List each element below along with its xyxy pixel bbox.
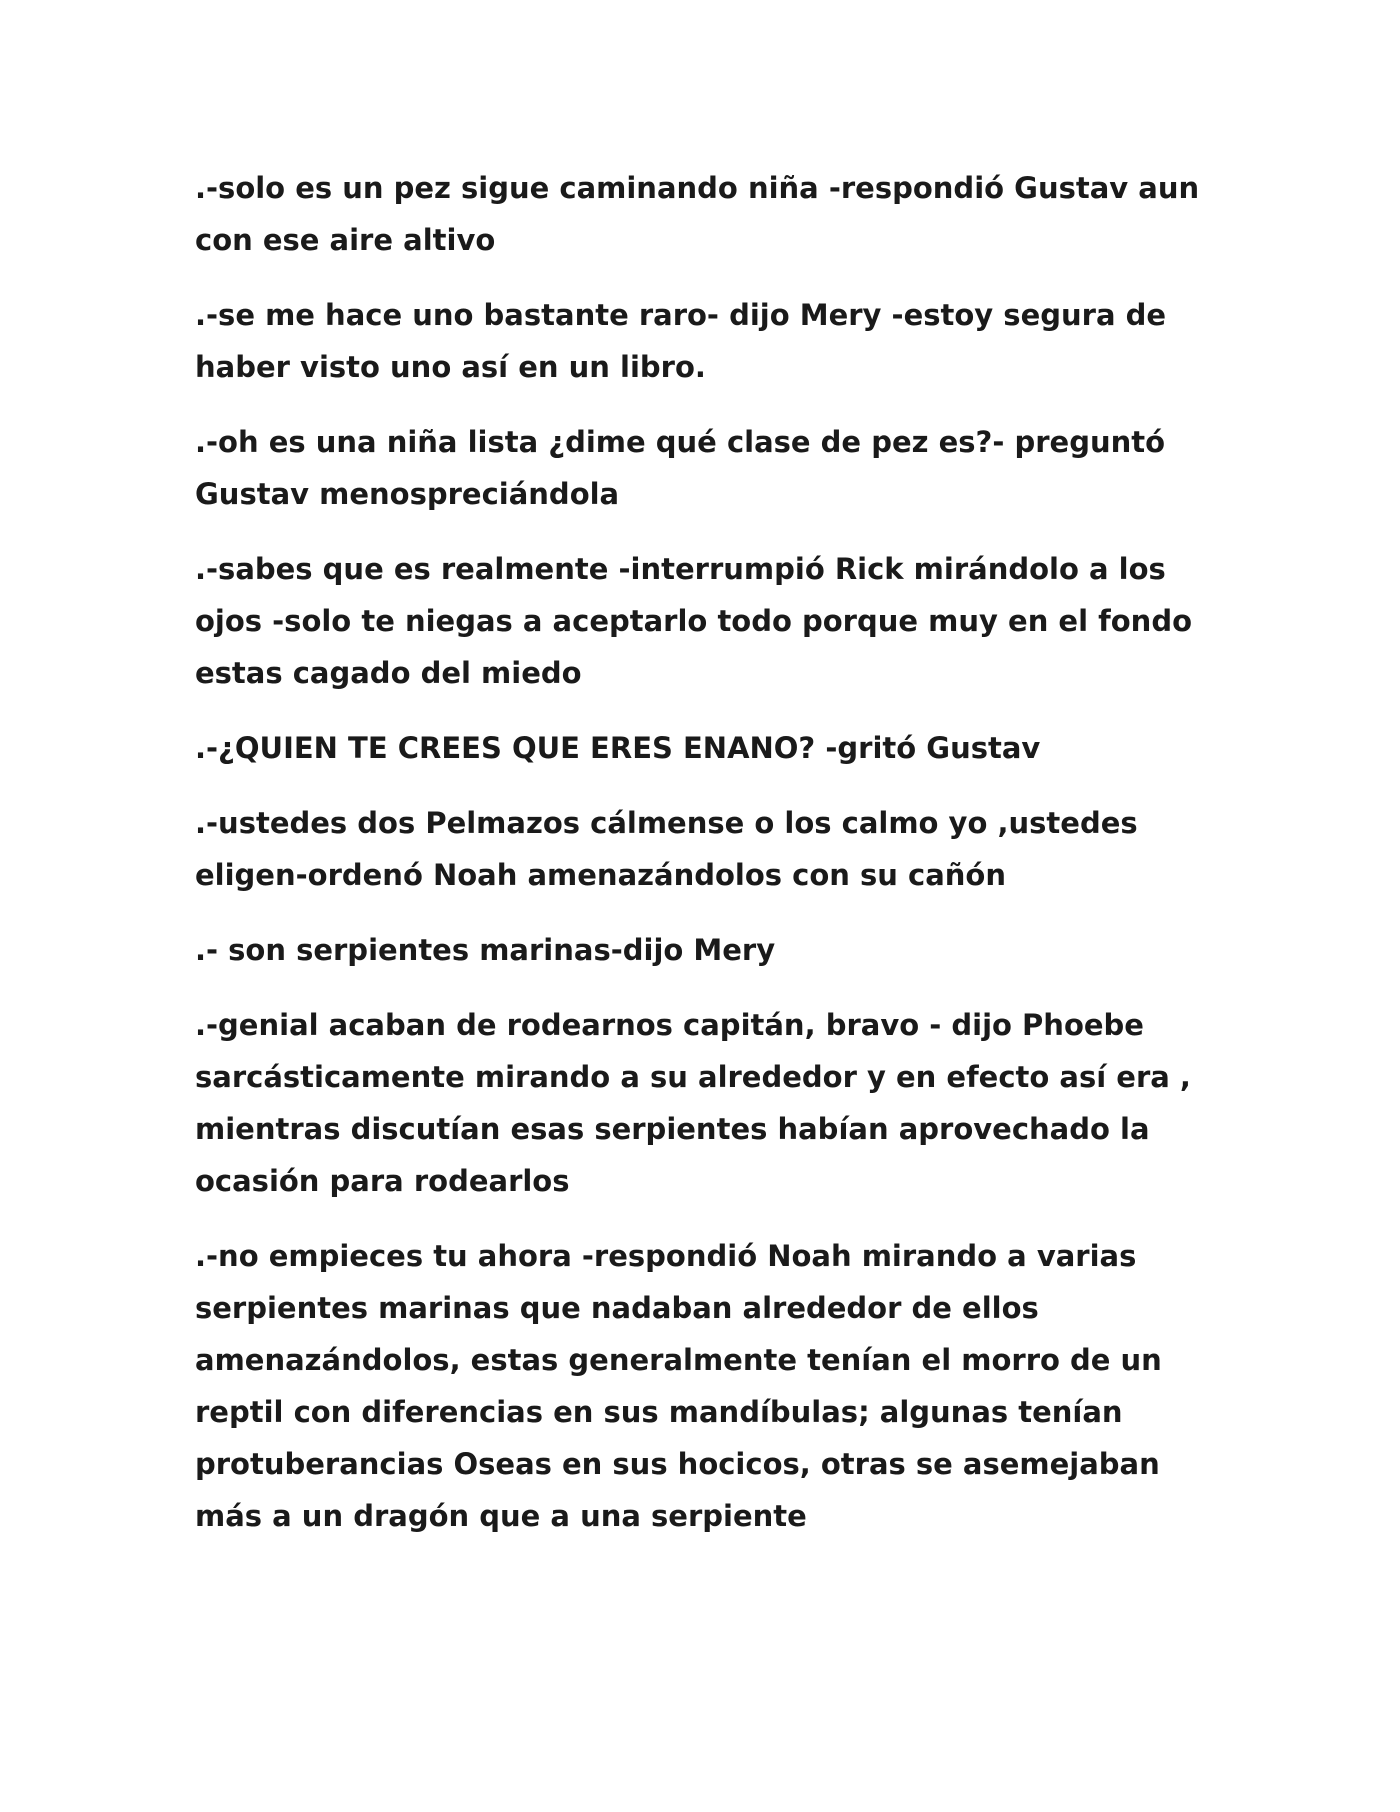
paragraph-3: .-oh es una niña lista ¿dime qué clase de pez es?- preguntó Gustav menospreciándola: [195, 425, 1166, 511]
paragraph-6: .-ustedes dos Pelmazos cálmense o los calmo yo ,ustedes eligen-ordenó Noah amenazándolos con su cañón: [195, 806, 1138, 892]
paragraph-8: .-genial acaban de rodearnos capitán, bravo - dijo Phoebe sarcásticamente mirando a su alrededor y en efecto así era , mientras discutían esas serpientes habían aprovechado la ocasión para rodearlos: [195, 1008, 1191, 1198]
paragraph-2: .-se me hace uno bastante raro- dijo Mery -estoy segura de haber visto uno así en un libro.: [195, 298, 1167, 384]
paragraph-1: .-solo es un pez sigue caminando niña -respondió Gustav aun con ese aire altivo: [195, 171, 1200, 257]
paragraph-7: .- son serpientes marinas-dijo Mery: [195, 933, 776, 967]
paragraph-5: .-¿QUIEN TE CREES QUE ERES ENANO? -gritó Gustav: [195, 731, 1041, 765]
paragraph-9: .-no empieces tu ahora -respondió Noah mirando a varias serpientes marinas que nadaban alrededor de ellos amenazándolos, estas generalmente tenían el morro de un reptil con diferencias en sus mandíbulas; algunas tenían protuberancias Oseas en sus hocicos, otras se asemejaban más a un dragón que a una serpiente: [195, 1239, 1162, 1533]
paragraph-4: .-sabes que es realmente -interrumpió Rick mirándolo a los ojos -solo te niegas a aceptarlo todo porque muy en el fondo estas cagado del miedo: [195, 552, 1193, 690]
document-body: [195, 162, 1215, 1565]
